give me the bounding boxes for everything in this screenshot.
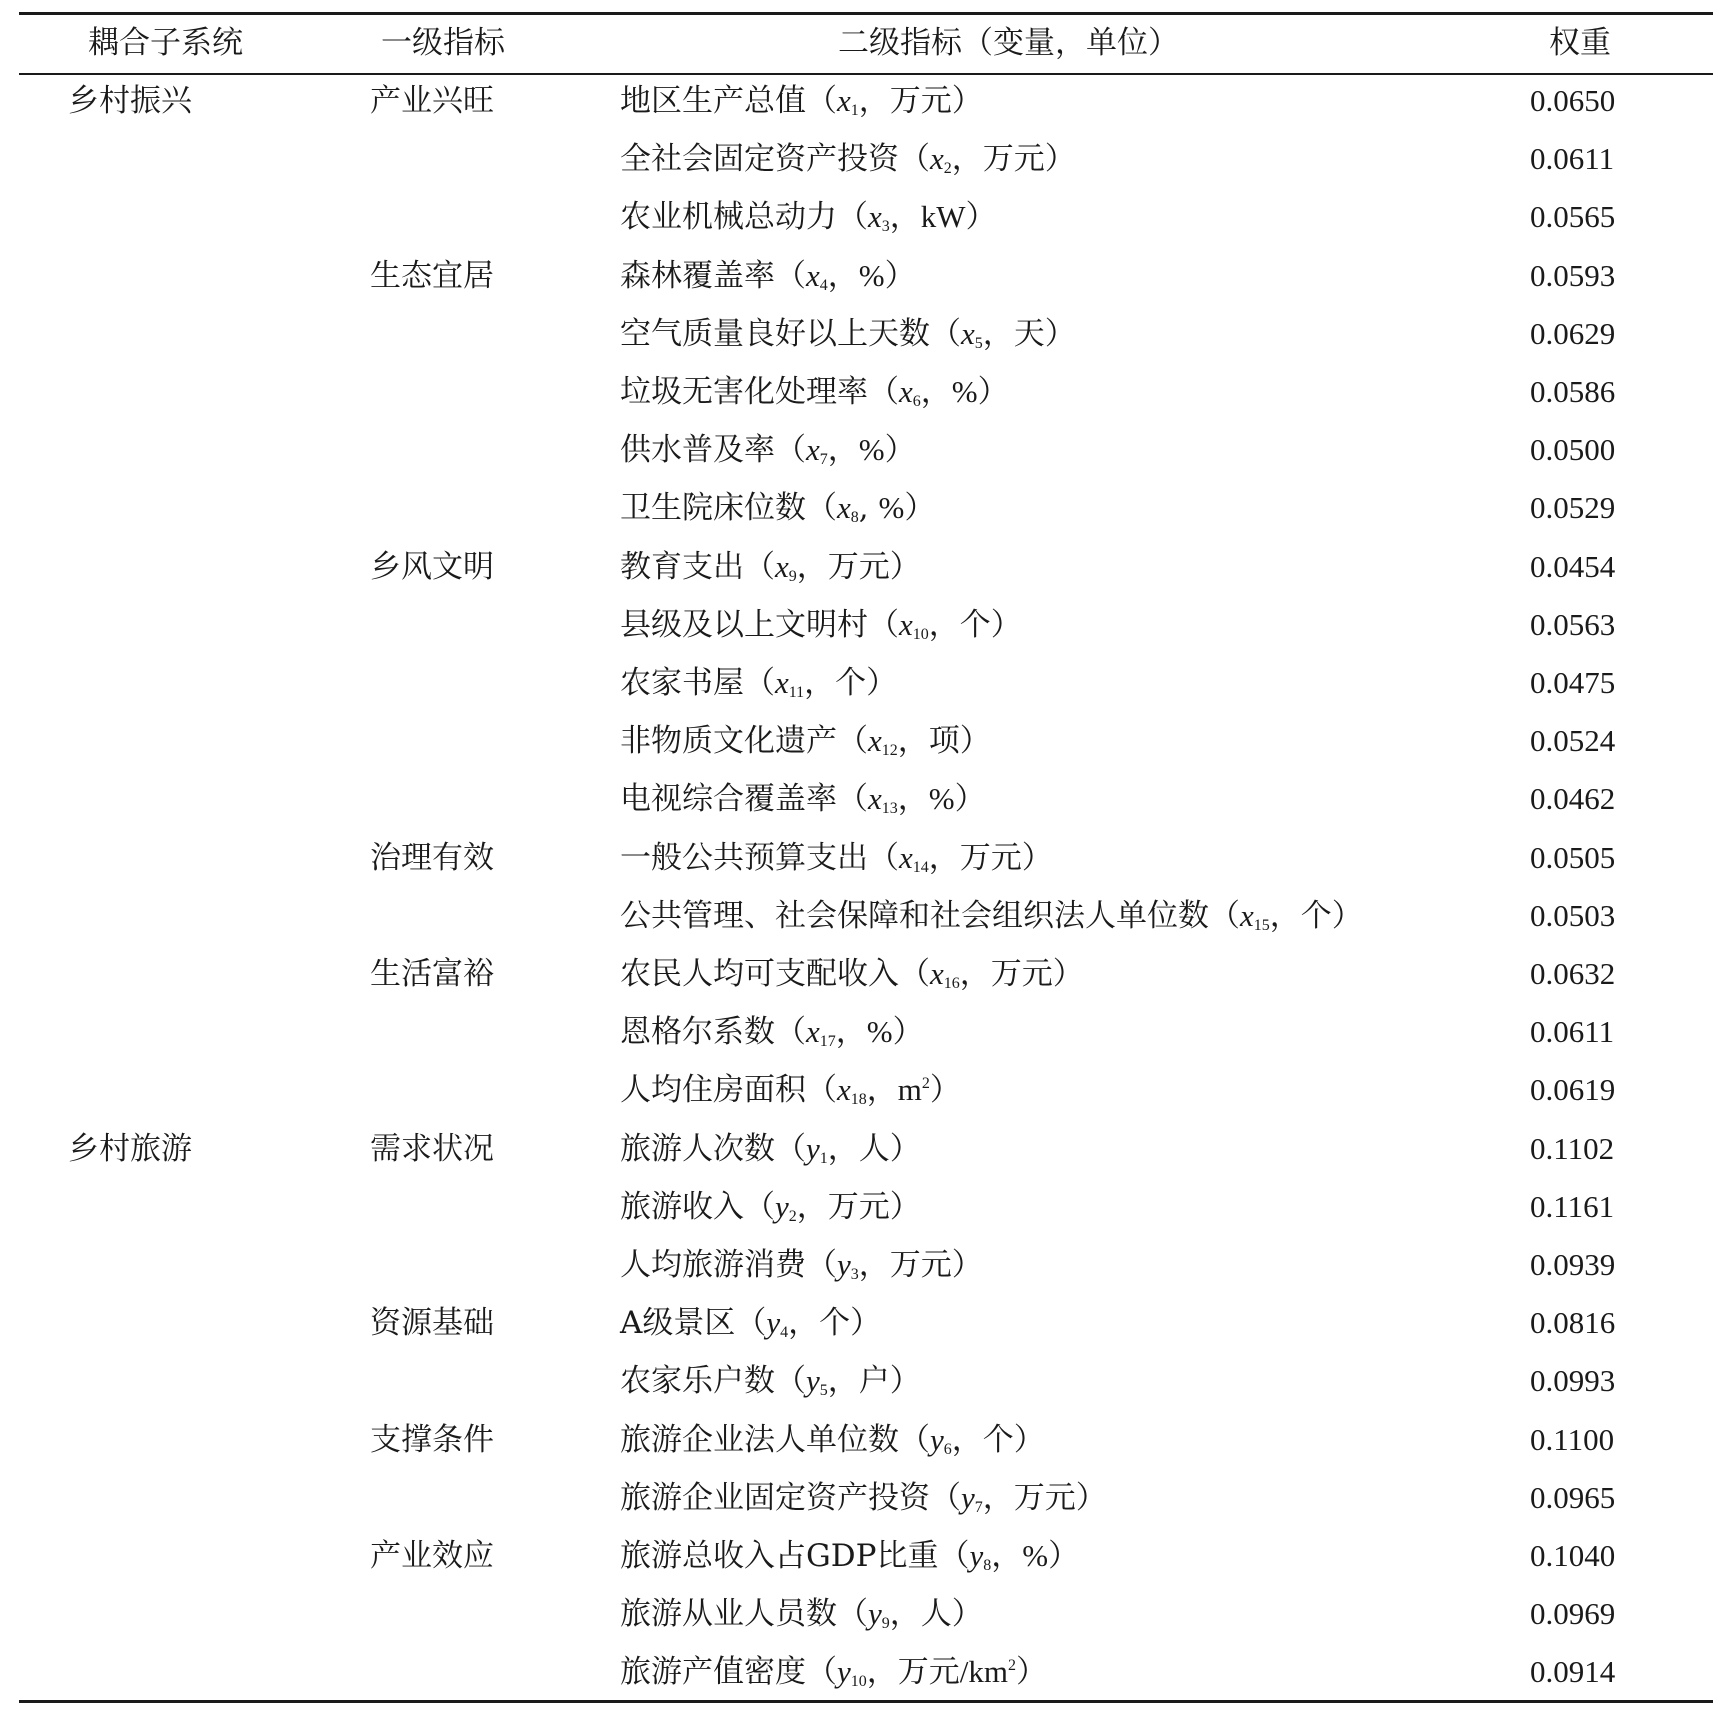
variable-index: 10: [912, 626, 929, 643]
unit-label: 万元: [982, 141, 1045, 176]
weight-cell: 0.0593: [1530, 258, 1616, 293]
level1-cell: 生活富裕: [370, 956, 494, 992]
variable-symbol: $y_{10}$: [837, 1654, 867, 1690]
indicator-name: 人均住房面积: [620, 1072, 806, 1108]
unit-label: 万元: [990, 956, 1053, 991]
header-level1: 一级指标: [381, 25, 505, 61]
level2-cell: 旅游人次数（$y_1$，人）: [620, 1131, 921, 1167]
level2-cell: 旅游收入（$y_2$，万元）: [620, 1189, 921, 1225]
weight-cell: 0.0629: [1530, 316, 1616, 351]
variable-symbol: $x_{18}$: [837, 1072, 867, 1108]
level2-cell: 农家乐户数（$y_5$，户）: [620, 1363, 921, 1399]
variable-index: 6: [943, 1441, 952, 1458]
level2-cell: 森林覆盖率（$x_4$，%）: [620, 258, 916, 294]
variable-symbol: $x_{10}$: [899, 607, 929, 643]
weight-cell: 0.0632: [1530, 956, 1616, 991]
indicator-name: 教育支出: [620, 549, 744, 585]
weight-cell: 0.0565: [1530, 199, 1616, 234]
level2-cell: 旅游企业固定资产投资（$y_7$，万元）: [620, 1480, 1107, 1516]
variable-index: 16: [943, 975, 960, 992]
unit-label: %: [951, 374, 978, 409]
variable-index: 7: [819, 451, 828, 468]
variable-symbol: $x_{17}$: [806, 1014, 836, 1050]
variable-index: 2: [943, 160, 952, 177]
indicator-name: 旅游收入: [620, 1189, 744, 1225]
variable-symbol: $x_4$: [806, 258, 828, 294]
variable-index: 11: [788, 684, 805, 701]
variable-symbol: $x_3$: [868, 199, 890, 235]
unit-label: 个: [959, 607, 991, 642]
unit-label: %: [928, 781, 955, 816]
variable-index: 8: [850, 509, 859, 526]
indicator-name: 卫生院床位数: [620, 490, 806, 526]
indicator-name: A级景区: [620, 1305, 736, 1341]
unit-label: 万元: [889, 1247, 952, 1282]
variable-index: 6: [912, 393, 921, 410]
table-top-rule: [19, 12, 1713, 15]
indicator-name: 公共管理、社会保障和社会组织法人单位数: [620, 898, 1209, 934]
weight-cell: 0.0939: [1530, 1247, 1616, 1282]
weight-cell: 0.0965: [1530, 1480, 1616, 1515]
variable-index: 9: [788, 568, 797, 585]
indicator-name: 农业机械总动力: [620, 199, 837, 235]
level2-cell: 县级及以上文明村（$x_{10}$，个）: [620, 607, 1022, 643]
variable-symbol: $y_9$: [868, 1596, 890, 1632]
weight-cell: 0.0462: [1530, 781, 1616, 816]
weight-cell: 0.0503: [1530, 898, 1616, 933]
unit-label: 项: [928, 723, 960, 758]
unit-label: %: [878, 490, 905, 525]
unit-label: 人: [858, 1131, 890, 1166]
unit-label: 万元: [827, 549, 890, 584]
variable-symbol: $x_7$: [806, 432, 828, 468]
variable-index: 4: [780, 1324, 789, 1341]
indicator-name: 森林覆盖率: [620, 258, 775, 294]
indicator-name: 旅游从业人员数: [620, 1596, 837, 1632]
level1-cell: 需求状况: [370, 1131, 494, 1167]
variable-index: 3: [881, 218, 890, 235]
variable-index: 18: [850, 1091, 867, 1108]
variable-index: 3: [850, 1266, 859, 1283]
variable-index: 2: [788, 1208, 797, 1225]
unit-label: 万元: [959, 840, 1022, 875]
variable-symbol: $x_2$: [930, 141, 952, 177]
variable-index: 1: [850, 102, 859, 119]
level2-cell: 卫生院床位数（$x_8$, %）: [620, 490, 936, 526]
level2-cell: 旅游产值密度（$y_{10}$，万元$/km^2$）: [620, 1654, 1047, 1690]
level2-cell: A级景区（$y_4$，个）: [620, 1305, 882, 1341]
weight-cell: 0.0586: [1530, 374, 1616, 409]
variable-index: 5: [974, 335, 983, 352]
level2-cell: 非物质文化遗产（$x_{12}$，项）: [620, 723, 991, 759]
unit-label: 户: [858, 1363, 890, 1398]
level1-cell: 治理有效: [370, 840, 494, 876]
level2-cell: 公共管理、社会保障和社会组织法人单位数（$x_{15}$，个）: [620, 898, 1363, 934]
indicator-name: 空气质量良好以上天数: [620, 316, 930, 352]
level1-cell: 产业效应: [370, 1538, 494, 1574]
indicator-name: 旅游总收入占GDP比重: [620, 1538, 939, 1574]
indicator-name: 旅游产值密度: [620, 1654, 806, 1690]
level2-cell: 电视综合覆盖率（$x_{13}$，%）: [620, 781, 986, 817]
indicator-name: 县级及以上文明村: [620, 607, 868, 643]
variable-symbol: $x_{13}$: [868, 781, 898, 817]
variable-symbol: $x_{14}$: [899, 840, 929, 876]
level2-cell: 旅游从业人员数（$y_9$，人）: [620, 1596, 983, 1632]
indicator-name: 地区生产总值: [620, 83, 806, 119]
weight-cell: 0.0505: [1530, 840, 1616, 875]
unit-label: %: [858, 258, 885, 293]
variable-index: 17: [819, 1033, 836, 1050]
indicator-name: 供水普及率: [620, 432, 775, 468]
variable-symbol: $x_8$: [837, 490, 859, 526]
weight-cell: 0.0650: [1530, 83, 1616, 118]
unit-label: %: [1022, 1538, 1049, 1573]
unit-label: 个: [819, 1305, 851, 1340]
variable-symbol: $y_8$: [969, 1538, 992, 1574]
table-bottom-rule: [19, 1700, 1713, 1703]
unit-label: 万元: [1013, 1480, 1076, 1515]
table-header-rule: [19, 73, 1713, 75]
variable-index: 10: [850, 1673, 867, 1690]
variable-symbol: $y_1$: [806, 1131, 828, 1167]
variable-symbol: $x_{12}$: [868, 723, 898, 759]
level2-cell: 恩格尔系数（$x_{17}$，%）: [620, 1014, 924, 1050]
weight-cell: 0.1161: [1530, 1189, 1615, 1224]
level1-cell: 乡风文明: [370, 549, 494, 585]
variable-symbol: $x_{11}$: [775, 665, 805, 701]
variable-index: 13: [881, 800, 898, 817]
variable-symbol: $y_2$: [775, 1189, 797, 1225]
weight-cell: 0.1102: [1530, 1131, 1615, 1166]
weight-cell: 0.0563: [1530, 607, 1616, 642]
indicator-name: 垃圾无害化处理率: [620, 374, 868, 410]
unit-label: %: [866, 1014, 893, 1049]
indicator-name: 旅游企业固定资产投资: [620, 1480, 930, 1516]
indicator-name: 电视综合覆盖率: [620, 781, 837, 817]
indicator-name: 恩格尔系数: [620, 1014, 775, 1050]
weight-cell: 0.0969: [1530, 1596, 1616, 1631]
weight-cell: 0.0529: [1530, 490, 1616, 525]
indicator-name: 农民人均可支配收入: [620, 956, 899, 992]
level2-cell: 地区生产总值（$x_1$，万元）: [620, 83, 983, 119]
variable-index: 4: [819, 277, 828, 294]
level2-cell: 空气质量良好以上天数（$x_5$，天）: [620, 316, 1076, 352]
weight-cell: 0.0993: [1530, 1363, 1616, 1398]
indicator-name: 农家书屋: [620, 665, 744, 701]
weight-cell: 0.0475: [1530, 665, 1616, 700]
weight-cell: 0.0611: [1530, 1014, 1615, 1049]
unit-label: 个: [1300, 898, 1332, 933]
variable-symbol: $y_7$: [961, 1480, 983, 1516]
level1-cell: 资源基础: [370, 1305, 494, 1341]
indicator-name: 人均旅游消费: [620, 1247, 806, 1283]
indicator-name: 全社会固定资产投资: [620, 141, 899, 177]
unit-label: 天: [1013, 316, 1045, 351]
variable-symbol: $y_6$: [930, 1422, 952, 1458]
variable-index: 5: [819, 1382, 828, 1399]
unit-label: %: [858, 432, 885, 467]
variable-symbol: $y_3$: [837, 1247, 859, 1283]
weight-cell: 0.0914: [1530, 1654, 1616, 1689]
unit-label: 个: [835, 665, 867, 700]
unit-label: $m^2$: [897, 1072, 930, 1107]
level2-cell: 垃圾无害化处理率（$x_6$，%）: [620, 374, 1009, 410]
level1-cell: 支撑条件: [370, 1422, 494, 1458]
weight-cell: 0.0619: [1530, 1072, 1616, 1107]
level2-cell: 农家书屋（$x_{11}$，个）: [620, 665, 898, 701]
level2-cell: 农民人均可支配收入（$x_{16}$，万元）: [620, 956, 1084, 992]
unit-label: 万元$/km^2$: [897, 1654, 1016, 1689]
subsystem-cell: 乡村旅游: [68, 1131, 192, 1167]
variable-index: 12: [881, 742, 898, 759]
level2-cell: 一般公共预算支出（$x_{14}$，万元）: [620, 840, 1053, 876]
variable-symbol: $x_{16}$: [930, 956, 960, 992]
level2-cell: 人均住房面积（$x_{18}$，$m^2$）: [620, 1072, 961, 1108]
indicator-name: 旅游人次数: [620, 1131, 775, 1167]
level2-cell: 教育支出（$x_9$，万元）: [620, 549, 921, 585]
indicator-name: 农家乐户数: [620, 1363, 775, 1399]
level2-cell: 供水普及率（$x_7$，%）: [620, 432, 916, 468]
level2-cell: 人均旅游消费（$y_3$，万元）: [620, 1247, 983, 1283]
header-subsystem: 耦合子系统: [88, 25, 243, 61]
variable-symbol: $x_{15}$: [1240, 898, 1270, 934]
level2-cell: 旅游企业法人单位数（$y_6$，个）: [620, 1422, 1045, 1458]
weight-cell: 0.1100: [1530, 1422, 1615, 1457]
unit-label: 万元: [889, 83, 952, 118]
level1-cell: 产业兴旺: [370, 83, 494, 119]
level2-cell: 旅游总收入占GDP比重（$y_8$，%）: [620, 1538, 1080, 1574]
header-level2: 二级指标（变量，单位）: [838, 25, 1179, 61]
variable-index: 14: [912, 859, 929, 876]
variable-symbol: $x_9$: [775, 549, 797, 585]
variable-index: 9: [881, 1615, 890, 1632]
weight-cell: 0.0611: [1530, 141, 1615, 176]
indicator-name: 非物质文化遗产: [620, 723, 837, 759]
unit-label: 个: [982, 1422, 1014, 1457]
unit-label: 万元: [827, 1189, 890, 1224]
weight-cell: 0.0816: [1530, 1305, 1616, 1340]
indicator-name: 一般公共预算支出: [620, 840, 868, 876]
variable-index: 1: [819, 1150, 828, 1167]
weight-cell: 0.0500: [1530, 432, 1616, 467]
subsystem-cell: 乡村振兴: [68, 83, 192, 119]
variable-symbol: $y_5$: [806, 1363, 828, 1399]
variable-symbol: $y_4$: [766, 1305, 789, 1341]
weight-cell: 0.0454: [1530, 549, 1616, 584]
level2-cell: 农业机械总动力（$x_3$，kW）: [620, 199, 997, 235]
variable-symbol: $x_5$: [961, 316, 983, 352]
unit-label: kW: [920, 199, 966, 234]
indicator-name: 旅游企业法人单位数: [620, 1422, 899, 1458]
level2-cell: 全社会固定资产投资（$x_2$，万元）: [620, 141, 1076, 177]
variable-index: 15: [1253, 917, 1270, 934]
variable-symbol: $x_6$: [899, 374, 921, 410]
unit-label: 人: [920, 1596, 952, 1631]
level1-cell: 生态宜居: [370, 258, 494, 294]
variable-index: 8: [983, 1557, 992, 1574]
header-weight: 权重: [1549, 25, 1611, 61]
variable-index: 7: [974, 1499, 983, 1516]
variable-symbol: $x_1$: [837, 83, 859, 119]
weight-cell: 0.0524: [1530, 723, 1616, 758]
weight-cell: 0.1040: [1530, 1538, 1616, 1573]
